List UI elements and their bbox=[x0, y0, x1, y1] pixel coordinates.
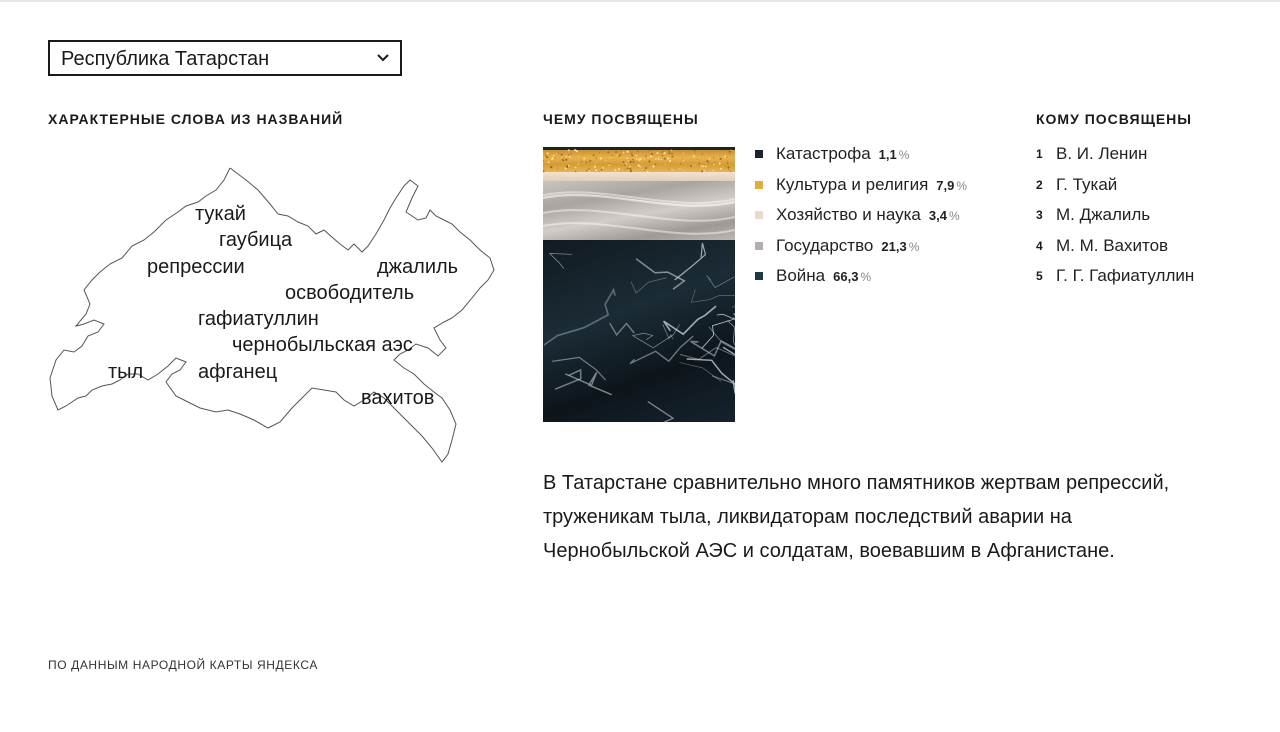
person-rank: 5 bbox=[1036, 269, 1043, 283]
word-item: джалиль bbox=[377, 256, 459, 278]
legend-value: 7,9 bbox=[936, 177, 955, 193]
legend-label bbox=[776, 265, 871, 288]
legend-swatch bbox=[755, 181, 763, 189]
legend-value: 66,3 bbox=[833, 269, 859, 284]
top-divider bbox=[0, 0, 1280, 2]
region-description: В Татарстане сравнительно много памятников жертвам репрессий, труженикам тыла, ликвидаторам последствий аварии на Чернобыльской АЭС и солдатам, воевавшим в Афганистане. bbox=[543, 472, 1170, 562]
legend-swatch bbox=[755, 272, 763, 280]
person-rank: 1 bbox=[1036, 147, 1043, 161]
person-rank: 3 bbox=[1036, 208, 1043, 222]
person-rank: 4 bbox=[1036, 238, 1043, 253]
legend-label bbox=[776, 143, 909, 166]
topics-heading: ЧЕМУ ПОСВЯЩЕНЫ bbox=[543, 111, 699, 127]
word-item: вахитов bbox=[361, 387, 435, 409]
bar-segment bbox=[543, 240, 735, 422]
legend-label-text: Хозяйство и наука bbox=[776, 205, 921, 224]
legend-value: 1,1 bbox=[878, 147, 897, 162]
legend-swatch bbox=[755, 150, 763, 158]
legend-label bbox=[776, 174, 967, 197]
legend-swatch bbox=[755, 242, 763, 250]
legend-label-text: Государство bbox=[776, 235, 874, 255]
legend-value: 3,4 bbox=[928, 208, 947, 223]
legend-unit: % bbox=[948, 209, 960, 223]
region-select[interactable] bbox=[48, 40, 402, 76]
legend-unit: % bbox=[898, 148, 910, 162]
bar-segment bbox=[543, 150, 735, 172]
legend-label-text: Война bbox=[776, 266, 826, 285]
person-name: В. И. Ленин bbox=[1056, 144, 1148, 163]
word-item: освободитель bbox=[285, 282, 415, 304]
legend-value: 21,3 bbox=[881, 238, 907, 254]
legend-label bbox=[776, 204, 960, 227]
legend-label-text: Культура и религия bbox=[776, 174, 929, 194]
legend-label-text: Катастрофа bbox=[776, 144, 871, 163]
legend-swatch bbox=[755, 211, 763, 219]
person-name: Г. Г. Гафиатуллин bbox=[1056, 266, 1195, 285]
word-item: чернобыльская аэс bbox=[232, 334, 413, 356]
words-heading: ХАРАКТЕРНЫЕ СЛОВА ИЗ НАЗВАНИЙ bbox=[48, 111, 344, 127]
word-item: тукай bbox=[195, 203, 246, 225]
person-name: М. Джалиль bbox=[1056, 205, 1151, 224]
word-item: гаубица bbox=[219, 229, 293, 251]
legend-unit: % bbox=[956, 178, 968, 193]
chevron-down-icon bbox=[376, 53, 390, 63]
word-item: афганец bbox=[198, 361, 278, 383]
word-item: репрессии bbox=[147, 256, 245, 278]
region-select-value: Республика Татарстан bbox=[61, 48, 270, 70]
word-item: тыл bbox=[108, 361, 144, 383]
legend-unit: % bbox=[860, 270, 872, 284]
word-item: гафиатуллин bbox=[198, 308, 319, 330]
data-source-note: ПО ДАННЫМ НАРОДНОЙ КАРТЫ ЯНДЕКСА bbox=[48, 658, 318, 672]
region-map bbox=[48, 160, 498, 470]
person-name: Г. Тукай bbox=[1056, 174, 1118, 194]
legend-label bbox=[776, 235, 919, 258]
bar-segment bbox=[543, 181, 735, 240]
person-rank: 2 bbox=[1036, 177, 1043, 192]
bar-segment bbox=[543, 172, 735, 181]
person-name: М. М. Вахитов bbox=[1056, 235, 1169, 255]
topics-stacked-bar bbox=[543, 147, 735, 422]
legend-unit: % bbox=[908, 239, 920, 254]
persons-heading: КОМУ ПОСВЯЩЕНЫ bbox=[1036, 111, 1193, 127]
